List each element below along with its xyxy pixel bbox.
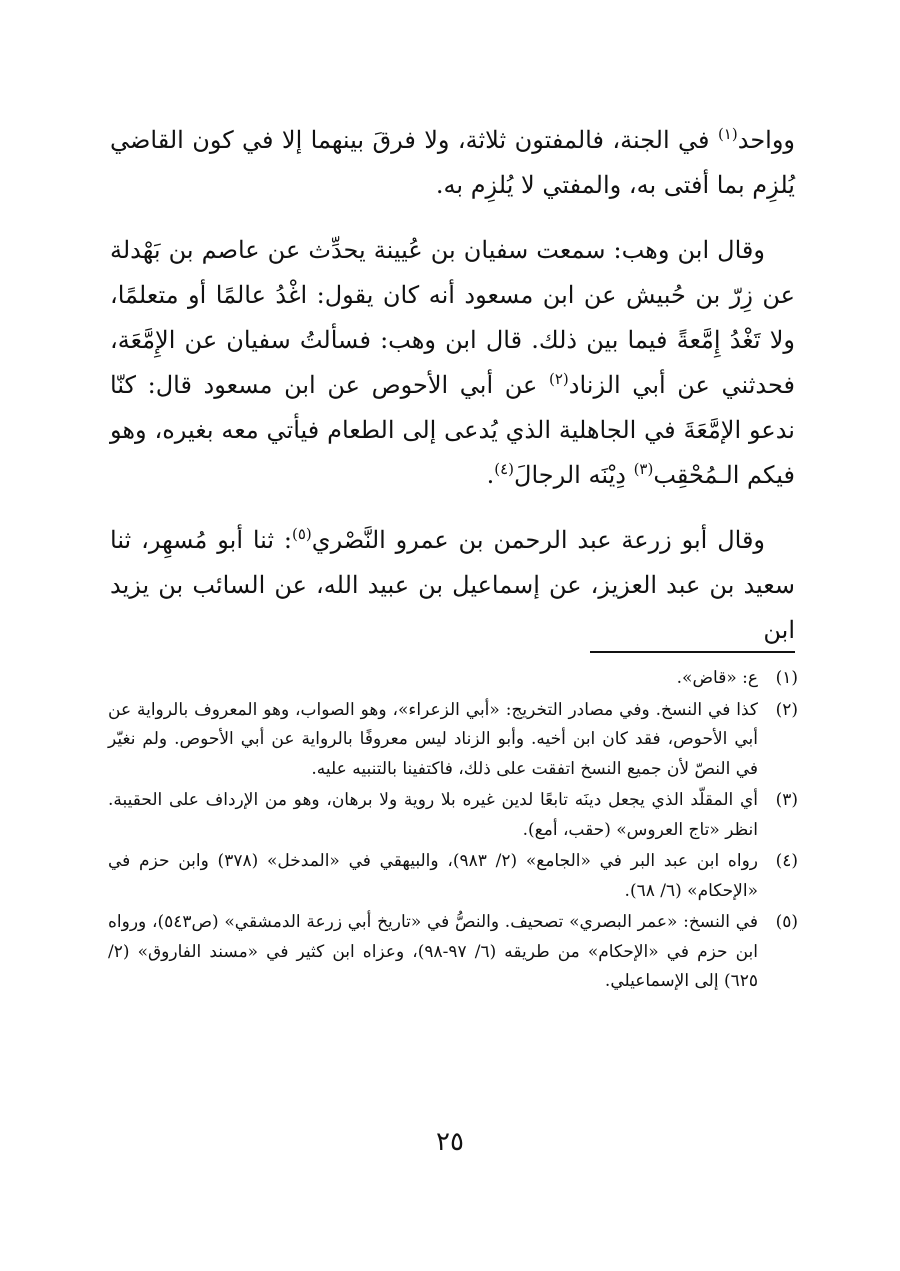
footnote-text: ع: «قاض». [676,668,758,688]
footnote-text: كذا في النسخ. وفي مصادر التخريج: «أبي الزعراء»، وهو الصواب، وهو المعروف بالرواية عن أبي الأحوص، فقد كان ابن أخيه. وأبو الزناد ليس معروفًا بالرواية عن أبي الأحوص. ولم نغيّر في النصّ لأن جميع النسخ اتفقت على ذلك، فاكتفينا بالتنبيه عليه. [108,699,758,779]
footnotes-list [108,664,798,999]
paragraph-2-text-c: دِيْنَه الرجالَ [514,461,634,489]
footnote-number: (٣) [775,790,798,810]
footnote-number: (٢) [775,699,798,720]
paragraph-2-text-d: . [486,461,495,489]
footnote-ref-2[interactable]: (٢) [549,370,569,388]
paragraph-3 [110,518,795,653]
paragraph-1-text-a: وواحد [737,126,795,154]
footnote-ref-4[interactable]: (٤) [494,460,515,478]
main-text [110,118,795,653]
footnote-separator [590,651,795,653]
footnote-number: (١) [775,668,798,688]
paragraph-2 [110,228,795,498]
paragraph-3-text-b: : ثنا أبو مُسهِر، ثنا سعيد بن عبد العزيز، عن إسماعيل بن عبيد الله، عن السائب بن يزيد ابن [110,526,795,644]
page-number: ٢٥ [436,1127,464,1157]
footnote-1 [108,664,798,694]
footnote-ref-5[interactable]: (٥) [292,525,312,543]
footnote-4 [108,847,798,906]
footnote-number: (٥) [775,912,798,932]
paragraph-1 [110,118,795,208]
paragraph-2-text-b: عن أبي الأحوص عن ابن مسعود قال: كنّا ندعو الإمَّعَةَ في الجاهلية الذي يُدعى إلى الطعام فيأتي معه بغيره، وهو فيكم الـمُحْقِب [110,371,795,489]
footnote-2 [108,696,798,785]
footnote-ref-1[interactable]: (١) [717,125,738,143]
footnote-number: (٤) [775,851,798,871]
paragraph-1-text-b: في الجنة، فالمفتون ثلاثة، ولا فرقَ بينهما إلا في كون القاضي يُلزِم بما أفتى به، والمفتي لا يُلزِم به. [110,126,795,199]
footnote-3 [108,786,798,845]
footnote-text: في النسخ: «عمر البصري» تصحيف. والنصُّ في «تاريخ أبي زرعة الدمشقي» (ص٥٤٣)، ورواه ابن حزم في «الإحكام» من طريقه (٦/ ٩٧-٩٨)، وعزاه ابن كثير في «مسند الفاروق» (٢/ ٦٢٥) إلى الإسماعيلي. [108,912,758,991]
footnote-text: رواه ابن عبد البر في «الجامع» (٢/ ٩٨٣)، والبيهقي في «المدخل» (٣٧٨) وابن حزم في «الإحكام» (٦/ ٦٨). [108,851,758,901]
paragraph-2-text-a: وقال ابن وهب: سمعت سفيان بن عُيينة يحدِّث عن عاصم بن بَهْدلة عن زِرّ بن حُبيش عن ابن مسعود أنه كان يقول: اغْدُ عالمًا أو متعلمًا، ولا تَغْدُ إِمَّعةً فيما بين ذلك. قال ابن وهب: فسألتُ سفيان عن الإِمَّعَة، فحدثني عن أبي الزناد [110,236,795,399]
footnote-text: أي المقلّد الذي يجعل دينَه تابعًا لدين غيره بلا روية ولا برهان، وهو من الإرداف على الحقيبة. انظر «تاج العروس» (حقب، أمع). [108,790,758,840]
footnote-ref-3[interactable]: (٣) [633,460,654,478]
footnote-5 [108,908,798,997]
paragraph-3-text-a: وقال أبو زرعة عبد الرحمن بن عمرو النَّصْري [311,526,766,554]
